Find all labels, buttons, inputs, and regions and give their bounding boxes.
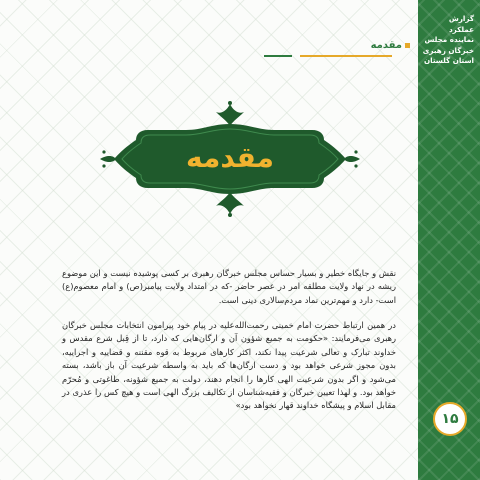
- ornament-title: مقدمه: [186, 141, 274, 174]
- header-divider-gold: [300, 55, 392, 57]
- sidebar-title: گزارش عملکرد نماینده مجلس خبرگان رهبری استان گلستان: [422, 14, 474, 65]
- header-bullet-square: [405, 43, 410, 48]
- header-divider-green: [264, 55, 292, 57]
- paragraph-1: نقش و جایگاه خطیر و بسیار حساس مجلس خبرگان رهبری بر کسی پوشیده نیست و این موضوع ریشه در نهاد ولایت مطلقه امر در عصر حاضر -که در امتداد ولایت پیامبر(ص) و امام معصوم(ع) است- دارد و مهم‌ترین نماد مردم‌سالاری دینی است.: [62, 268, 396, 305]
- page-number: ۱۵: [441, 411, 459, 427]
- section-header-label: مقدمه: [370, 40, 402, 51]
- paragraph-2: در همین ارتباط حضرت امام خمینی رحمت‌الله‌علیه در پیام خود پیرامون انتخابات مجلس خبرگان رهبری می‌فرمایند: «حکومت به جمیع شؤون آن و ارگان‌هایی که دارد، تا از قِبل شرع مقدس و خداوند تبارک و تعالی شرعیت پیدا نکند، اکثر کارهای مربوط به قوه مقننه و قضاییه و اجراییه، بدون مجوز شرعی خواهد بود و دست ارگان‌ها که باید به واسطه شرعیت آن باز باشد، بسته می‌شود و اگر بدون شرعیت الهی کارها را انجام دهند، دولت به جمیع شؤونه، طاغوتی و مُحرّم خواهد بود. و لهذا تعیین خبرگان و فقیه‌شناسان از تکالیف بزرگ الهی است و هیچ کس را عذری در مقابل اسلام و پیشگاه خداوند قهار نخواهد بود»: [62, 320, 396, 411]
- page-number-badge: [433, 402, 467, 436]
- top-flourish-icon: [216, 101, 244, 126]
- sidebar: [418, 0, 480, 480]
- bottom-flourish-icon: [216, 192, 244, 217]
